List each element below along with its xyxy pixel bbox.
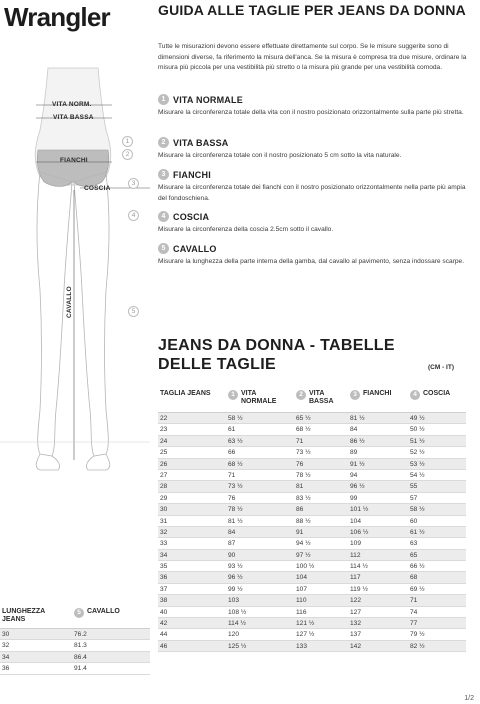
table-cell: 22	[160, 415, 168, 422]
table-cell: 94 ½	[296, 540, 311, 548]
table-row	[158, 572, 466, 583]
table-cell: 50 ½	[410, 426, 425, 434]
length-table-header	[0, 606, 150, 628]
header-taglia-jeans: TAGLIA JEANS	[160, 390, 211, 397]
size-table	[158, 388, 466, 652]
table-cell: 120	[228, 631, 240, 639]
side-number-2: 2	[122, 149, 133, 160]
table-cell: 34	[2, 653, 10, 661]
table-row	[0, 629, 150, 640]
table-cell: 81	[296, 483, 304, 491]
table-cell: 36	[2, 665, 10, 673]
table-cell: 133	[296, 642, 308, 650]
table-row	[158, 641, 466, 652]
label-vita-bassa: VITA BASSA	[53, 114, 94, 121]
table-cell: 58 ½	[228, 415, 243, 422]
table-cell: 68 ½	[228, 460, 243, 468]
table-cell: 91 ½	[350, 460, 365, 468]
header-vita-bassa: 2 VITA BASSA	[296, 390, 344, 406]
header-lunghezza-jeans: LUNGHEZZA JEANS	[2, 608, 45, 623]
table-cell: 76.2	[74, 631, 87, 638]
section-cavallo	[158, 243, 474, 268]
table-cell: 61 ½	[410, 528, 425, 536]
table-cell: 116	[296, 608, 307, 616]
table-row	[158, 618, 466, 629]
table-cell: 74	[410, 608, 418, 616]
table-row	[158, 424, 466, 435]
number-badge: 5	[158, 243, 169, 254]
table-cell: 99 ½	[228, 585, 243, 593]
number-badge: 4	[158, 211, 169, 222]
table-cell: 81.3	[74, 642, 87, 650]
section-text: Misurare la circonferenza totale dei fianchi con il nostro posizionato orizzontalmente nella parte più ampia del fondoschiena.	[158, 184, 466, 202]
table-row	[0, 663, 150, 674]
table-cell: 88 ½	[296, 517, 311, 525]
table-row	[158, 459, 466, 470]
table-cell: 53 ½	[410, 460, 425, 468]
table-cell: 86.4	[74, 653, 87, 661]
table-cell: 101 ½	[350, 506, 369, 514]
table-cell: 137	[350, 631, 362, 639]
table-row	[158, 413, 466, 424]
table-cell: 106 ½	[350, 528, 369, 536]
size-table-body	[158, 412, 466, 652]
header-fianchi: 3 FIANCHI	[350, 390, 391, 400]
table-cell: 84	[350, 426, 358, 434]
table-row	[158, 550, 466, 561]
table-cell: 142	[350, 642, 362, 650]
section-text: Misurare la circonferenza totale della vita con il nostro posizionato orizzontalmente sulla parte più stretta.	[158, 109, 464, 116]
table-row	[158, 629, 466, 640]
table-cell: 99	[350, 494, 358, 502]
table-cell: 57	[410, 494, 418, 502]
table-cell: 60	[410, 517, 418, 525]
table-row	[158, 516, 466, 527]
table-row	[0, 652, 150, 663]
table-cell: 65 ½	[296, 415, 311, 422]
table-cell: 37	[160, 585, 168, 593]
side-number-3: 3	[128, 178, 139, 189]
table-cell: 71	[296, 437, 304, 445]
table-cell: 78 ½	[296, 471, 311, 479]
table-cell: 91.4	[74, 665, 87, 673]
table-cell: 52 ½	[410, 449, 425, 457]
table-cell: 68	[410, 574, 418, 582]
table-row	[158, 584, 466, 595]
side-number-5: 5	[128, 306, 139, 317]
table-cell: 76	[228, 494, 236, 502]
table-cell: 96 ½	[228, 574, 243, 582]
table-cell: 132	[350, 620, 362, 628]
table-cell: 31	[160, 517, 168, 525]
table-cell: 24	[160, 437, 168, 445]
table-cell: 63 ½	[228, 437, 243, 445]
header-coscia: 4 COSCIA	[410, 390, 450, 400]
side-number-1: 1	[122, 136, 133, 147]
label-vita-norm: VITA NORM.	[52, 101, 92, 108]
table-cell: 29	[160, 494, 168, 502]
table-cell: 90	[228, 551, 236, 559]
label-coscia: COSCIA	[84, 185, 111, 192]
table-cell: 35	[160, 563, 168, 571]
table-cell: 71	[410, 597, 418, 605]
table-cell: 79 ½	[410, 631, 425, 639]
table-cell: 117	[350, 574, 361, 582]
table-cell: 100 ½	[296, 563, 315, 571]
section-title: CAVALLO	[173, 243, 217, 254]
table-cell: 94	[350, 471, 358, 479]
table-cell: 127 ½	[296, 631, 315, 639]
table-row	[0, 640, 150, 651]
table-cell: 125 ½	[228, 642, 247, 650]
table-cell: 73 ½	[228, 483, 243, 491]
table-cell: 104	[350, 517, 362, 525]
table-cell: 33	[160, 540, 168, 548]
guide-title: GUIDA ALLE TAGLIE PER JEANS DA DONNA	[158, 2, 466, 18]
table-cell: 44	[160, 631, 168, 639]
section-coscia	[158, 211, 474, 236]
side-number-4: 4	[128, 210, 139, 221]
table-cell: 107	[296, 585, 308, 593]
table-cell: 49 ½	[410, 415, 425, 422]
table-cell: 42	[160, 620, 168, 628]
table-cell: 30	[160, 506, 168, 514]
section-title: COSCIA	[173, 211, 210, 222]
table-cell: 32	[2, 642, 10, 650]
table-row	[158, 493, 466, 504]
page-number: 1/2	[464, 695, 474, 702]
number-badge: 2	[296, 390, 306, 400]
section-vita-normale	[158, 94, 474, 119]
number-badge: 5	[74, 608, 84, 618]
section-title: FIANCHI	[173, 169, 211, 180]
label-cavallo: CAVALLO	[66, 286, 73, 318]
table-cell: 91	[296, 528, 304, 536]
table-cell: 69 ½	[410, 585, 425, 593]
table-cell: 112	[350, 551, 361, 559]
table-cell: 110	[296, 597, 307, 605]
table-cell: 26	[160, 460, 168, 468]
table-cell: 104	[296, 574, 308, 582]
table-cell: 122	[350, 597, 362, 605]
number-badge: 3	[158, 169, 169, 180]
table-row	[158, 481, 466, 492]
section-text: Misurare la lunghezza della parte interna della gamba, dal cavallo al pavimento, senza indossare scarpe.	[158, 258, 465, 265]
table-cell: 78 ½	[228, 506, 243, 514]
table-cell: 25	[160, 449, 168, 457]
table-row	[158, 607, 466, 618]
table-cell: 82 ½	[410, 642, 425, 650]
table-cell: 73 ½	[296, 449, 311, 457]
section-title: VITA BASSA	[173, 137, 229, 148]
table-cell: 89	[350, 449, 358, 457]
table-cell: 63	[410, 540, 418, 548]
label-fianchi: FIANCHI	[60, 157, 88, 164]
section-title: VITA NORMALE	[173, 94, 243, 105]
section-vita-bassa	[158, 137, 474, 162]
header-vita-normale: 1 VITA NORMALE	[228, 390, 290, 406]
table-cell: 77	[410, 620, 418, 628]
table-cell: 51 ½	[410, 437, 425, 445]
table-cell: 103	[228, 597, 240, 605]
table-cell: 27	[160, 471, 168, 479]
intro-text: Tutte le misurazioni devono essere effettuate direttamente sul corpo. Se le misure suggerite sono di dimensioni diverse, fa riferimento la misura dell'anca. Se la misura è compresa tra due misure, ordinare la misura più piccola per una vestibilità più stretto o la misura più grande per una vestibilità comoda.	[158, 43, 467, 71]
table-cell: 46	[160, 642, 168, 650]
table-row	[158, 436, 466, 447]
table-title: JEANS DA DONNA - TABELLE DELLE TAGLIE	[158, 337, 395, 373]
wrangler-logo: Wrangler	[4, 2, 110, 32]
table-cell: 109	[350, 540, 362, 548]
table-cell: 23	[160, 426, 168, 434]
table-cell: 81 ½	[350, 415, 365, 422]
table-cell: 65	[410, 551, 418, 559]
table-cell: 66 ½	[410, 563, 425, 571]
table-row	[158, 538, 466, 549]
table-cell: 87	[228, 540, 236, 548]
table-cell: 34	[160, 551, 168, 559]
table-row	[158, 504, 466, 515]
size-table-header	[158, 388, 466, 412]
number-badge: 4	[410, 390, 420, 400]
table-cell: 76	[296, 460, 304, 468]
table-cell: 81 ½	[228, 517, 243, 525]
table-row	[158, 595, 466, 606]
section-text: Misurare la circonferenza totale con il nostro posizionato 5 cm sotto la vita naturale.	[158, 152, 402, 159]
table-cell: 38	[160, 597, 168, 605]
table-cell: 96 ½	[350, 483, 365, 491]
table-cell: 86 ½	[350, 437, 365, 445]
table-cell: 86	[296, 506, 304, 514]
table-cell: 108 ½	[228, 608, 247, 616]
table-cell: 66	[228, 449, 236, 457]
section-fianchi	[158, 169, 474, 204]
number-badge: 3	[350, 390, 360, 400]
table-cell: 36	[160, 574, 168, 582]
number-badge: 2	[158, 137, 169, 148]
number-badge: 1	[228, 390, 238, 400]
table-cell: 114 ½	[350, 563, 368, 571]
table-cell: 71	[228, 471, 236, 479]
table-cell: 84	[228, 528, 236, 536]
length-table	[0, 606, 150, 675]
table-cell: 40	[160, 608, 168, 616]
table-cell: 119 ½	[350, 585, 368, 593]
table-row	[158, 447, 466, 458]
table-cell: 54 ½	[410, 471, 425, 479]
table-cell: 114 ½	[228, 620, 246, 628]
number-badge: 1	[158, 94, 169, 105]
table-row	[158, 561, 466, 572]
table-cell: 83 ½	[296, 494, 311, 502]
section-text: Misurare la circonferenza della coscia 2.5cm sotto il cavallo.	[158, 226, 334, 233]
table-row	[158, 527, 466, 538]
header-cavallo: 5 CAVALLO	[74, 608, 120, 618]
unit-label: (CM - IT)	[428, 364, 454, 371]
table-cell: 97 ½	[296, 551, 311, 559]
table-cell: 58 ½	[410, 506, 425, 514]
table-cell: 121 ½	[296, 620, 315, 628]
table-cell: 32	[160, 528, 168, 536]
table-cell: 127	[350, 608, 362, 616]
length-table-body	[0, 628, 150, 675]
table-cell: 93 ½	[228, 563, 243, 571]
table-row	[158, 470, 466, 481]
table-cell: 68 ½	[296, 426, 311, 434]
table-cell: 55	[410, 483, 418, 491]
table-cell: 28	[160, 483, 168, 491]
table-cell: 61	[228, 426, 236, 434]
table-cell: 30	[2, 631, 10, 638]
